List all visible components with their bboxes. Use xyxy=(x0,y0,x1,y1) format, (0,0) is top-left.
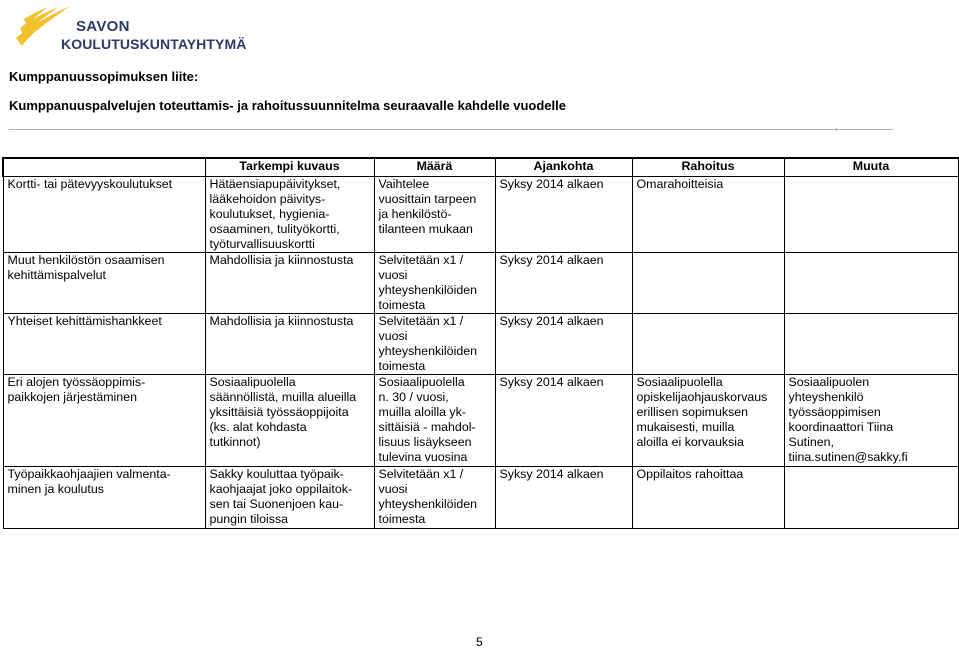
cell-other xyxy=(784,467,958,529)
column-header-timing: Ajankohta xyxy=(495,158,632,177)
cell-funding xyxy=(632,314,784,375)
table-header-row xyxy=(3,158,958,177)
column-header-description: Tarkempi kuvaus xyxy=(205,158,374,177)
table-row xyxy=(3,467,958,529)
cell-timing: Syksy 2014 alkaen xyxy=(495,375,632,467)
cell-description: Sakky kouluttaa työpaik- kaohjaajat joko oppilaitok- sen tai Suonenjoen kau- pungin tiloissa xyxy=(205,467,374,529)
cell-service: Työpaikkaohjaajien valmenta- minen ja koulutus xyxy=(3,467,205,529)
page-number: 5 xyxy=(476,635,483,649)
cell-timing: Syksy 2014 alkaen xyxy=(495,314,632,375)
appendix-heading: Kumppanuussopimuksen liite: xyxy=(9,69,199,84)
table-row xyxy=(3,375,958,467)
cell-amount: Selvitetään x1 / vuosi yhteyshenkilöiden toimesta xyxy=(374,467,495,529)
organization-logo xyxy=(14,4,247,56)
cell-service: Kortti- tai pätevyyskoulutukset xyxy=(3,177,205,253)
column-header-service xyxy=(3,158,205,177)
cell-service: Yhteiset kehittämishankkeet xyxy=(3,314,205,375)
cell-description: Mahdollisia ja kiinnostusta xyxy=(205,314,374,375)
plan-title: Kumppanuuspalvelujen toteuttamis- ja rahoitussuunnitelma seuraavalle kahdelle vuodelle xyxy=(9,98,566,113)
table-row xyxy=(3,177,958,253)
logo-text-line1: SAVON xyxy=(76,18,130,35)
table-row xyxy=(3,253,958,314)
cell-other xyxy=(784,314,958,375)
cell-amount: Sosiaalipuolella n. 30 / vuosi, muilla aloilla yk- sittäisiä - mahdol- lisuus lisäykseen tulevina vuosina xyxy=(374,375,495,467)
logo-text-line2: KOULUTUSKUNTAYHTYMÄ xyxy=(61,36,247,52)
cell-timing: Syksy 2014 alkaen xyxy=(495,253,632,314)
cell-description: Mahdollisia ja kiinnostusta xyxy=(205,253,374,314)
table-row xyxy=(3,314,958,375)
cell-service: Eri alojen työssäoppimis- paikkojen järjestäminen xyxy=(3,375,205,467)
cell-other xyxy=(784,253,958,314)
cell-amount: Vaihtelee vuosittain tarpeen ja henkilöstö- tilanteen mukaan xyxy=(374,177,495,253)
horizontal-divider xyxy=(9,129,893,130)
service-plan-table xyxy=(2,157,959,529)
column-header-amount: Määrä xyxy=(374,158,495,177)
cell-description: Sosiaalipuolella säännöllistä, muilla alueilla yksittäisiä työssäoppijoita (ks. alat kohdasta tutkinnot) xyxy=(205,375,374,467)
column-header-other: Muuta xyxy=(784,158,958,177)
cell-amount: Selvitetään x1 / vuosi yhteyshenkilöiden toimesta xyxy=(374,314,495,375)
cell-timing: Syksy 2014 alkaen xyxy=(495,467,632,529)
column-header-funding: Rahoitus xyxy=(632,158,784,177)
cell-funding: Oppilaitos rahoittaa xyxy=(632,467,784,529)
cell-amount: Selvitetään x1 / vuosi yhteyshenkilöiden toimesta xyxy=(374,253,495,314)
cell-timing: Syksy 2014 alkaen xyxy=(495,177,632,253)
cell-other: Sosiaalipuolen yhteyshenkilö työssäoppimisen koordinaattori Tiina Sutinen, tiina.sutinen@sakky.fi xyxy=(784,375,958,467)
cell-service: Muut henkilöstön osaamisen kehittämispalvelut xyxy=(3,253,205,314)
divider-tick xyxy=(836,128,837,131)
cell-other xyxy=(784,177,958,253)
cell-funding: Sosiaalipuolella opiskelijaohjauskorvaus erillisen sopimuksen mukaisesti, muilla aloilla ei korvauksia xyxy=(632,375,784,467)
cell-description: Hätäensiapupäivitykset, lääkehoidon päivitys- koulutukset, hygienia- osaaminen, tulityökortti, työturvallisuuskortti xyxy=(205,177,374,253)
cell-funding: Omarahoitteisia xyxy=(632,177,784,253)
cell-funding xyxy=(632,253,784,314)
